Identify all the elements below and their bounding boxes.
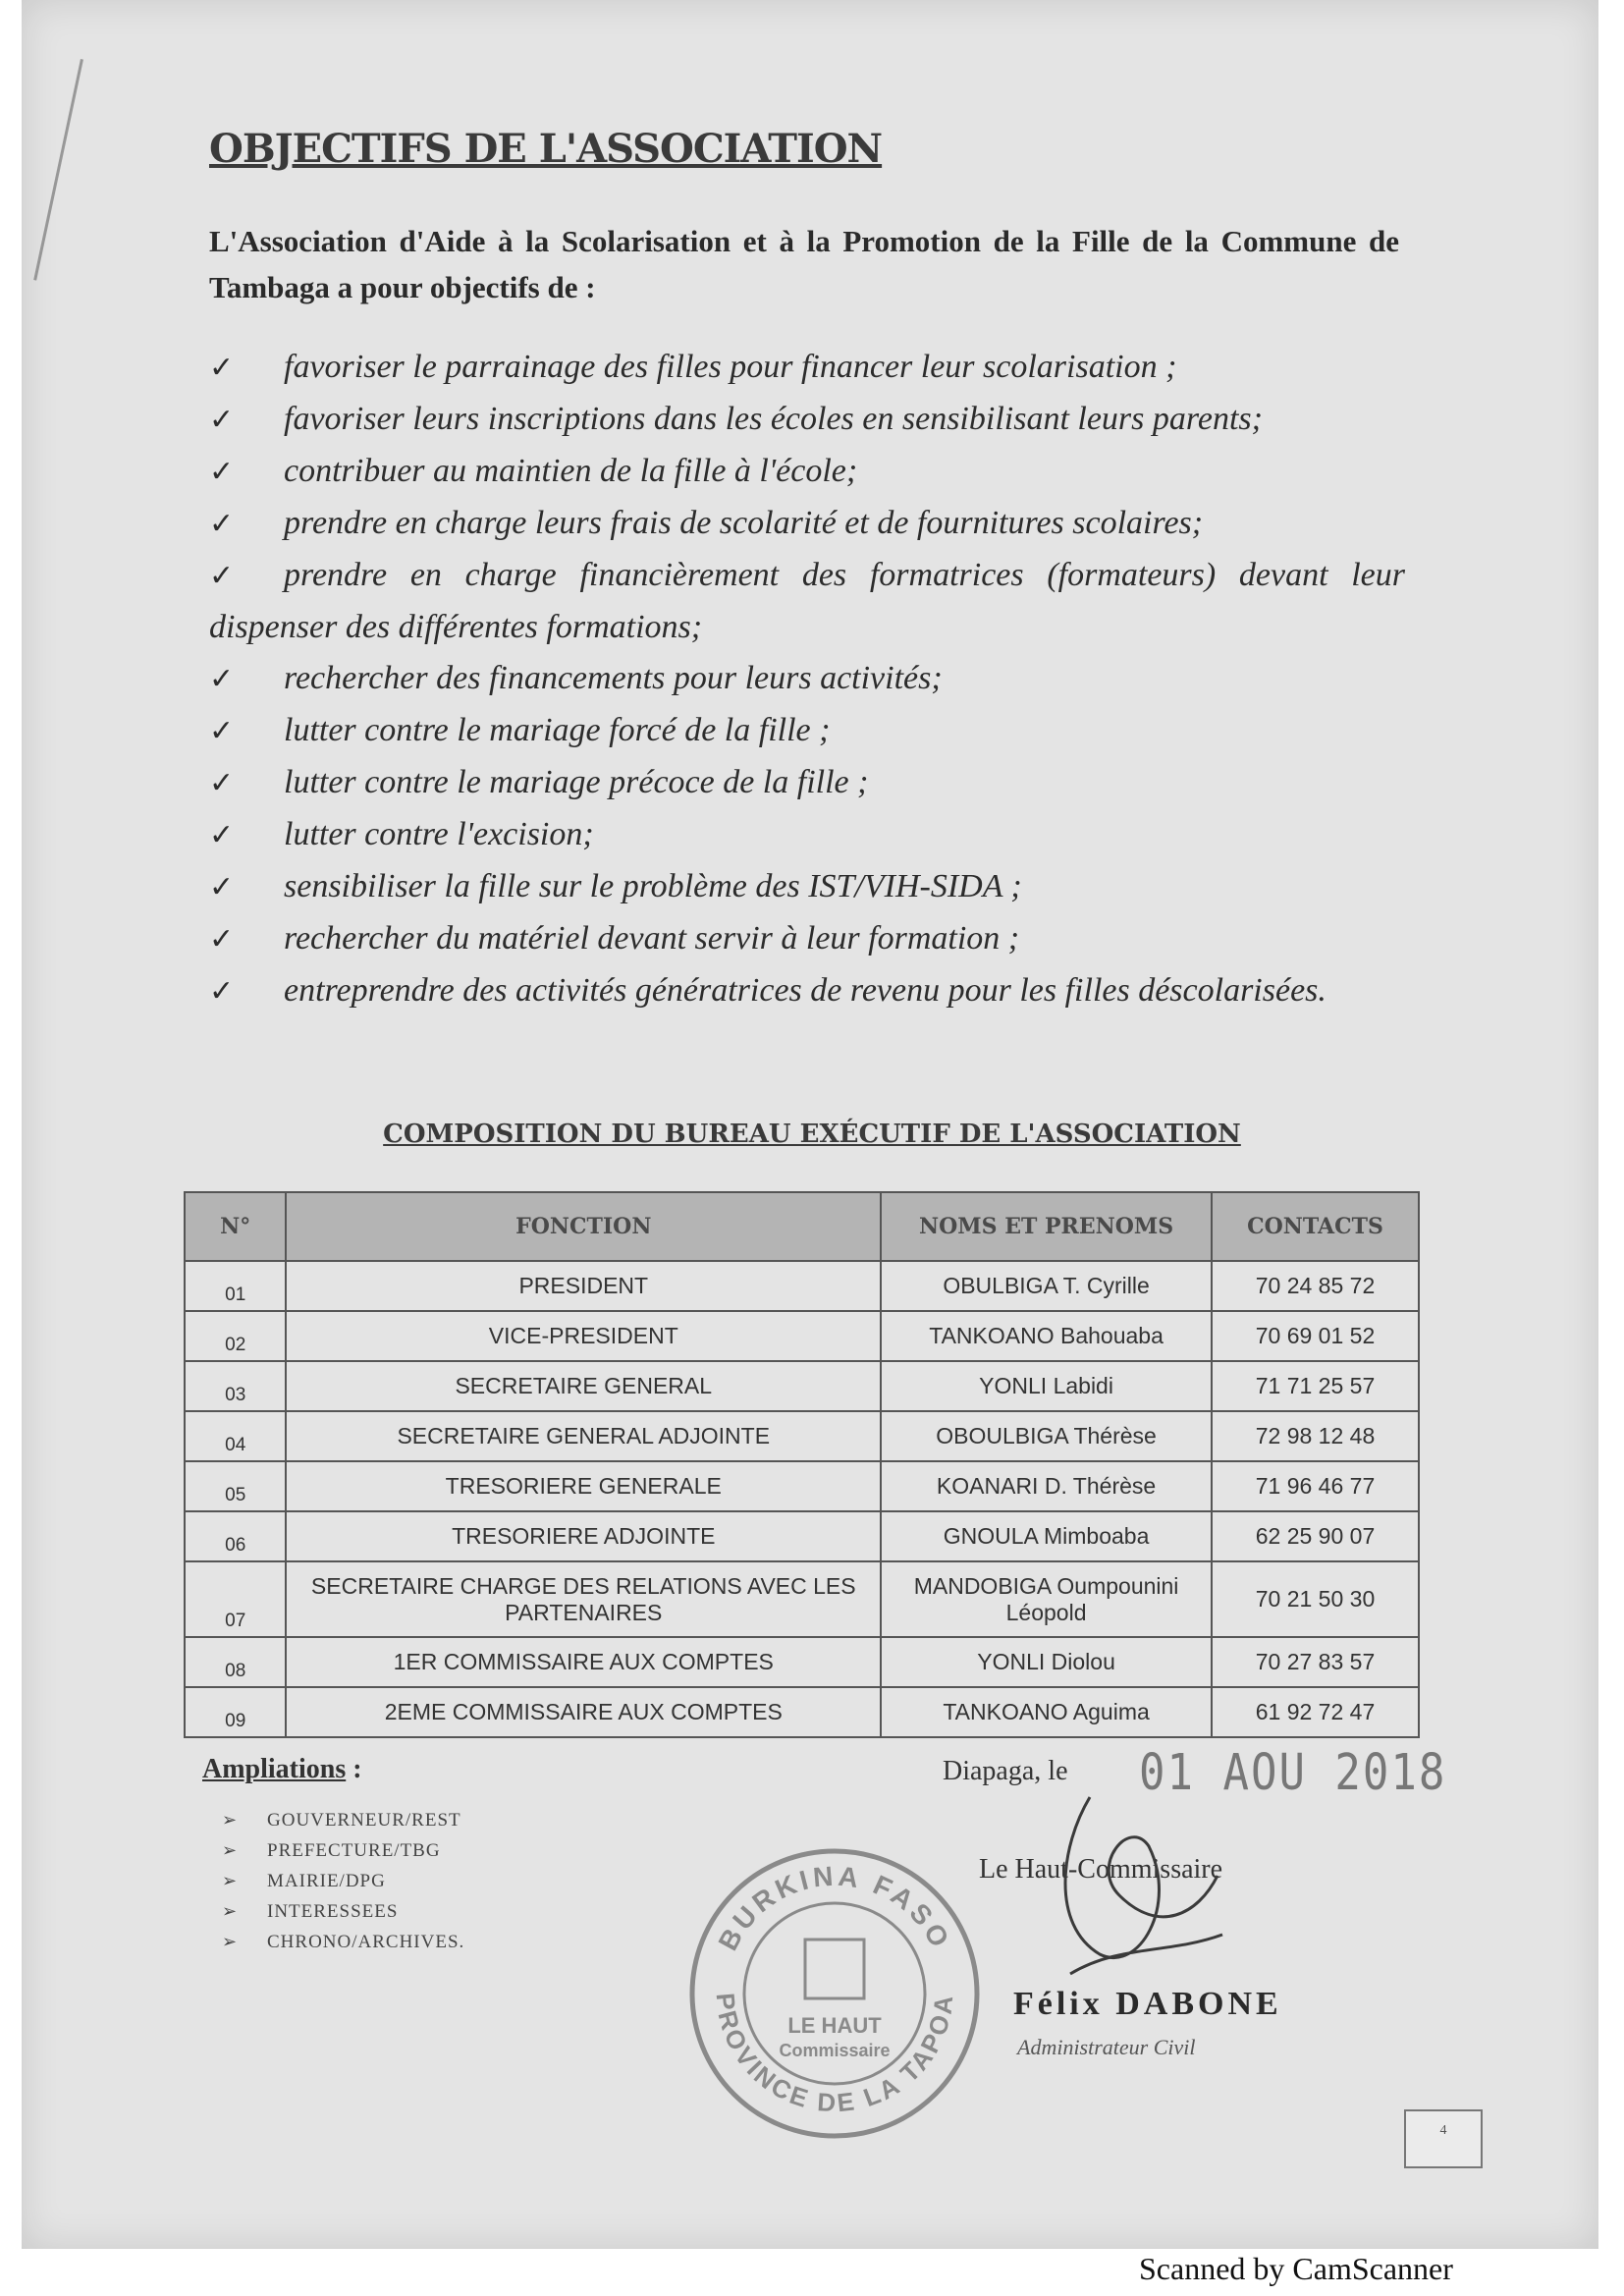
ampliation-item (222, 1896, 464, 1927)
check-icon: ✓ (209, 456, 235, 488)
cell-number: 04 (185, 1411, 286, 1461)
objective-text: favoriser leurs inscriptions dans les écoles en sensibilisant leurs parents; (284, 401, 1263, 437)
intro-paragraph: L'Association d'Aide à la Scolarisation et à la Promotion de la Fille de la Commune de Tambaga a pour objectifs de : (209, 224, 1399, 304)
objective-text: lutter contre le mariage forcé de la fille ; (284, 712, 831, 748)
objective-item (209, 653, 1405, 705)
table-row (185, 1361, 1419, 1411)
signatory-name: Félix DABONE (1013, 1986, 1282, 2022)
objective-text: lutter contre le mariage précoce de la fille ; (284, 764, 869, 800)
svg-text:BURKINA FASO (713, 1860, 957, 1955)
ampliations-label: Ampliations (202, 1754, 347, 1784)
table-row (185, 1511, 1419, 1561)
cell-function: TRESORIERE ADJOINTE (286, 1511, 881, 1561)
table-row (185, 1411, 1419, 1461)
cell-function: 2EME COMMISSAIRE AUX COMPTES (286, 1687, 881, 1737)
page-number: 4 (1404, 2109, 1483, 2168)
cell-function: SECRETAIRE CHARGE DES RELATIONS AVEC LES PARTENAIRES (286, 1561, 881, 1637)
signatory-title: Le Haut-Commissaire (979, 1854, 1223, 1885)
cell-function: PRESIDENT (286, 1261, 881, 1311)
document-title: OBJECTIFS DE L'ASSOCIATION (209, 126, 883, 172)
cell-name: TANKOANO Bahouaba (881, 1311, 1212, 1361)
executive-board-table (184, 1191, 1420, 1738)
check-icon: ✓ (209, 663, 235, 695)
ampliation-text: PREFECTURE/TBG (267, 1840, 441, 1861)
objective-item (209, 705, 1405, 757)
ampliation-item (222, 1805, 464, 1835)
seal-center-text-2: Commissaire (779, 2041, 891, 2060)
cell-name: KOANARI D. Thérèse (881, 1461, 1212, 1511)
cell-number: 05 (185, 1461, 286, 1511)
header-contact: CONTACTS (1212, 1192, 1419, 1261)
signatory-role: Administrateur Civil (1017, 2035, 1196, 2059)
objective-text: prendre en charge financièrement des formatrices (formateurs) devant leur dispenser des différentes formations; (209, 557, 1405, 645)
cell-function: TRESORIERE GENERALE (286, 1461, 881, 1511)
header-number: N° (185, 1192, 286, 1261)
objectives-list (209, 342, 1405, 1017)
check-icon: ✓ (209, 404, 235, 436)
check-icon: ✓ (209, 819, 235, 851)
table-row (185, 1461, 1419, 1511)
cell-number: 07 (185, 1561, 286, 1637)
table-body (185, 1261, 1419, 1737)
objective-item (209, 550, 1405, 653)
objective-text: sensibiliser la fille sur le problème des IST/VIH-SIDA ; (284, 868, 1022, 904)
cell-name: TANKOANO Aguima (881, 1687, 1212, 1737)
table-row (185, 1687, 1419, 1737)
check-icon: ✓ (209, 560, 235, 592)
table-row (185, 1311, 1419, 1361)
check-icon: ✓ (209, 352, 235, 384)
table-row (185, 1261, 1419, 1311)
signing-place: Diapaga, le (943, 1756, 1068, 1786)
cell-number: 09 (185, 1687, 286, 1737)
cell-name: YONLI Labidi (881, 1361, 1212, 1411)
ampliation-item (222, 1866, 464, 1896)
ampliation-text: GOUVERNEUR/REST (267, 1810, 461, 1831)
cell-contact: 62 25 90 07 (1212, 1511, 1419, 1561)
ampliation-item (222, 1835, 464, 1866)
cell-contact: 70 69 01 52 (1212, 1311, 1419, 1361)
objective-text: rechercher du matériel devant servir à leur formation ; (284, 920, 1020, 957)
objective-item (209, 809, 1405, 861)
cell-name: MANDOBIGA Oumpounini Léopold (881, 1561, 1212, 1637)
cell-contact: 70 21 50 30 (1212, 1561, 1419, 1637)
ampliations-list (222, 1805, 464, 1957)
ampliations-heading (202, 1754, 362, 1785)
check-icon: ✓ (209, 508, 235, 540)
objective-item (209, 498, 1405, 550)
seal-center-text-1: LE HAUT (787, 2013, 882, 2038)
official-seal-icon (687, 1846, 982, 2141)
table-row (185, 1561, 1419, 1637)
header-function: FONCTION (286, 1192, 881, 1261)
cell-number: 08 (185, 1637, 286, 1687)
ampliation-text: MAIRIE/DPG (267, 1871, 386, 1891)
cell-contact: 71 96 46 77 (1212, 1461, 1419, 1511)
scan-edge-mark (33, 59, 83, 281)
arrow-icon: ➢ (222, 1810, 239, 1830)
objective-text: contribuer au maintien de la fille à l'école; (284, 453, 858, 489)
date-stamp: 01 AOU 2018 (1139, 1744, 1447, 1802)
arrow-icon: ➢ (222, 1871, 239, 1890)
cell-contact: 72 98 12 48 (1212, 1411, 1419, 1461)
cell-name: GNOULA Mimboaba (881, 1511, 1212, 1561)
table-title: COMPOSITION DU BUREAU EXÉCUTIF DE L'ASSOCIATION (383, 1120, 1241, 1149)
cell-number: 06 (185, 1511, 286, 1561)
header-name: NOMS ET PRENOMS (881, 1192, 1212, 1261)
cell-function: 1ER COMMISSAIRE AUX COMPTES (286, 1637, 881, 1687)
cell-name: OBULBIGA T. Cyrille (881, 1261, 1212, 1311)
check-icon: ✓ (209, 923, 235, 956)
cell-contact: 70 27 83 57 (1212, 1637, 1419, 1687)
scanner-footer: Scanned by CamScanner (1139, 2251, 1453, 2286)
cell-function: VICE-PRESIDENT (286, 1311, 881, 1361)
objective-text: favoriser le parrainage des filles pour financer leur scolarisation ; (284, 349, 1177, 385)
cell-contact: 70 24 85 72 (1212, 1261, 1419, 1311)
check-icon: ✓ (209, 715, 235, 747)
ampliation-item (222, 1927, 464, 1957)
objective-text: prendre en charge leurs frais de scolarité et de fournitures scolaires; (284, 505, 1204, 541)
objective-item (209, 394, 1405, 446)
cell-contact: 71 71 25 57 (1212, 1361, 1419, 1411)
objective-text: rechercher des financements pour leurs activités; (284, 660, 943, 696)
cell-number: 01 (185, 1261, 286, 1311)
objective-item (209, 446, 1405, 498)
cell-number: 02 (185, 1311, 286, 1361)
objective-item (209, 757, 1405, 809)
handwritten-signature-icon (1031, 1787, 1227, 2003)
cell-name: YONLI Diolou (881, 1637, 1212, 1687)
cell-number: 03 (185, 1361, 286, 1411)
seal-top-text: BURKINA FASO (712, 1860, 957, 1956)
seal-bottom-text: PROVINCE DE LA TAPOA (710, 1992, 959, 2118)
objective-text: lutter contre l'excision; (284, 816, 594, 852)
ampliation-text: CHRONO/ARCHIVES. (267, 1932, 465, 1952)
ampliation-text: INTERESSEES (267, 1901, 399, 1922)
check-icon: ✓ (209, 767, 235, 799)
check-icon: ✓ (209, 871, 235, 903)
arrow-icon: ➢ (222, 1901, 239, 1921)
cell-contact: 61 92 72 47 (1212, 1687, 1419, 1737)
cell-name: OBOULBIGA Thérèse (881, 1411, 1212, 1461)
check-icon: ✓ (209, 975, 235, 1008)
ampliations-colon: : (346, 1754, 362, 1784)
objective-text: entreprendre des activités génératrices de revenu pour les filles déscolarisées. (284, 972, 1326, 1009)
cell-function: SECRETAIRE GENERAL ADJOINTE (286, 1411, 881, 1461)
objective-item (209, 913, 1405, 965)
arrow-icon: ➢ (222, 1840, 239, 1860)
arrow-icon: ➢ (222, 1932, 239, 1951)
cell-function: SECRETAIRE GENERAL (286, 1361, 881, 1411)
objective-item (209, 861, 1405, 913)
table-header-row (185, 1192, 1419, 1261)
table-row (185, 1637, 1419, 1687)
objective-item (209, 965, 1405, 1017)
objective-item (209, 342, 1405, 394)
